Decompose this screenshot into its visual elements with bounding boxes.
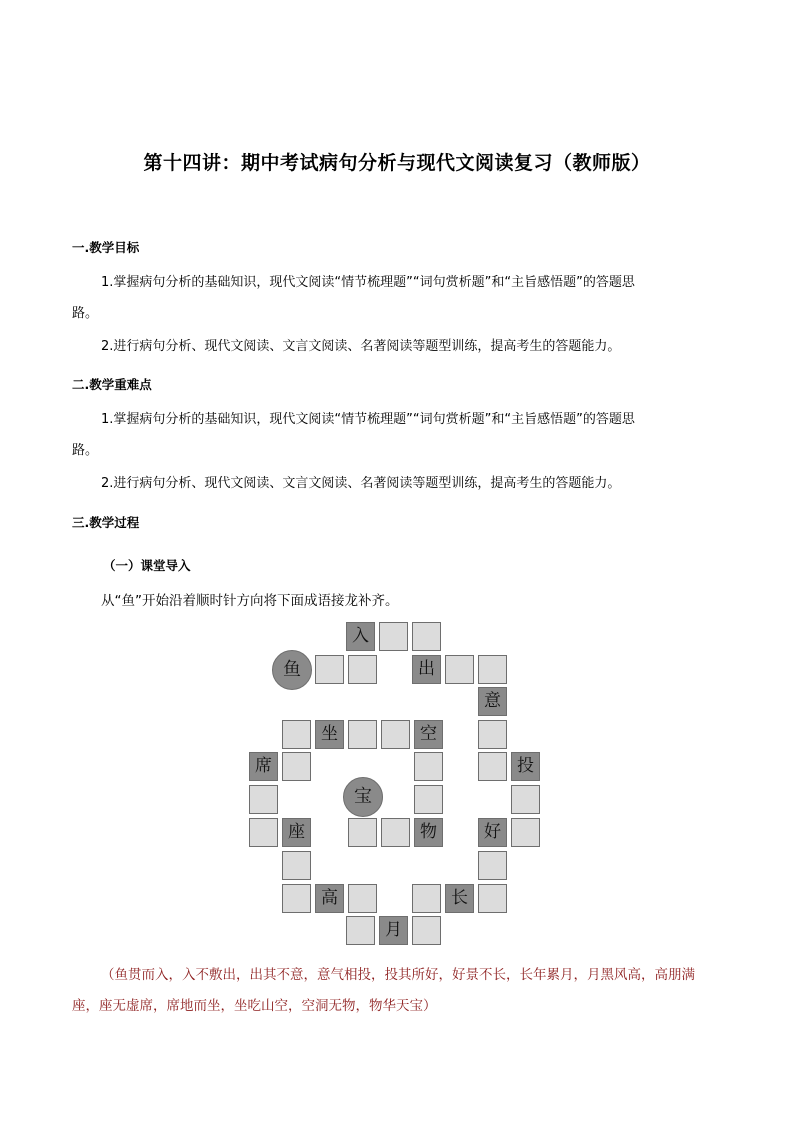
puzzle-cell-blank: [346, 916, 375, 945]
puzzle-cell-blank: [282, 752, 311, 781]
puzzle-cell-kong: 空: [414, 720, 443, 749]
answer-line-1: （鱼贯而入，入不敷出，出其不意，意气相投，投其所好，好景不长，长年累月，月黑风高，高朋满: [101, 967, 695, 983]
page-title: 第十四讲：期中考试病句分析与现代文阅读复习（教师版）: [143, 152, 651, 174]
puzzle-cell-blank: [282, 884, 311, 913]
puzzle-cell-blank: [511, 818, 540, 847]
puzzle-cell-blank: [249, 785, 278, 814]
puzzle-cell-hao: 好: [478, 818, 507, 847]
puzzle-cell-ru: 入: [346, 622, 375, 651]
answer-line-2: 座，座无虚席，席地而坐，坐吃山空，空洞无物，物华天宝）: [72, 998, 437, 1014]
puzzle-cell-gao: 高: [315, 884, 344, 913]
puzzle-cell-chu: 出: [412, 655, 441, 684]
puzzle-cell-zuo-seat: 座: [282, 818, 311, 847]
puzzle-cell-blank: [478, 884, 507, 913]
puzzle-cell-blank: [249, 818, 278, 847]
puzzle-cell-blank: [348, 655, 377, 684]
goal-item-2: 2.进行病句分析、现代文阅读、文言文阅读、名著阅读等题型训练，提高考生的答题能力。: [101, 339, 621, 354]
puzzle-instruction: 从“鱼”开始沿着顺时针方向将下面成语接龙补齐。: [101, 593, 399, 609]
puzzle-cell-blank: [348, 884, 377, 913]
puzzle-cell-blank: [478, 752, 507, 781]
key-point-item-1-line-1: 1.掌握病句分析的基础知识，现代文阅读“情节梳理题”“词句赏析题”和“主旨感悟题”的答题思: [101, 412, 635, 427]
section-heading-key-points: 二.教学重难点: [72, 377, 152, 392]
key-point-item-2: 2.进行病句分析、现代文阅读、文言文阅读、名著阅读等题型训练，提高考生的答题能力。: [101, 476, 621, 491]
puzzle-cell-wu: 物: [414, 818, 443, 847]
puzzle-cell-blank: [478, 720, 507, 749]
puzzle-cell-yi: 意: [478, 687, 507, 716]
puzzle-cell-blank: [348, 720, 377, 749]
puzzle-cell-blank: [315, 655, 344, 684]
puzzle-cell-yue: 月: [379, 916, 408, 945]
puzzle-cell-blank: [282, 720, 311, 749]
puzzle-end-bao: 宝: [343, 777, 383, 817]
puzzle-cell-blank: [414, 785, 443, 814]
goal-item-1-line-2: 路。: [72, 306, 99, 321]
puzzle-cell-blank: [379, 622, 408, 651]
section-heading-process: 三.教学过程: [72, 515, 140, 530]
puzzle-cell-blank: [381, 818, 410, 847]
sub-heading-intro: （一）课堂导入: [103, 558, 191, 573]
puzzle-cell-blank: [414, 752, 443, 781]
goal-item-1-line-1: 1.掌握病句分析的基础知识，现代文阅读“情节梳理题”“词句赏析题”和“主旨感悟题”的答题思: [101, 275, 635, 290]
puzzle-cell-blank: [412, 622, 441, 651]
puzzle-cell-blank: [348, 818, 377, 847]
puzzle-cell-blank: [478, 851, 507, 880]
puzzle-cell-blank: [381, 720, 410, 749]
puzzle-start-yu: 鱼: [272, 650, 312, 690]
puzzle-cell-zuo: 坐: [315, 720, 344, 749]
puzzle-cell-blank: [282, 851, 311, 880]
key-point-item-1-line-2: 路。: [72, 443, 99, 458]
puzzle-cell-tou: 投: [511, 752, 540, 781]
puzzle-cell-blank: [478, 655, 507, 684]
puzzle-cell-blank: [412, 916, 441, 945]
puzzle-cell-xi: 席: [249, 752, 278, 781]
section-heading-goals: 一.教学目标: [72, 240, 140, 255]
puzzle-cell-chang: 长: [445, 884, 474, 913]
puzzle-cell-blank: [412, 884, 441, 913]
puzzle-cell-blank: [445, 655, 474, 684]
puzzle-cell-blank: [511, 785, 540, 814]
